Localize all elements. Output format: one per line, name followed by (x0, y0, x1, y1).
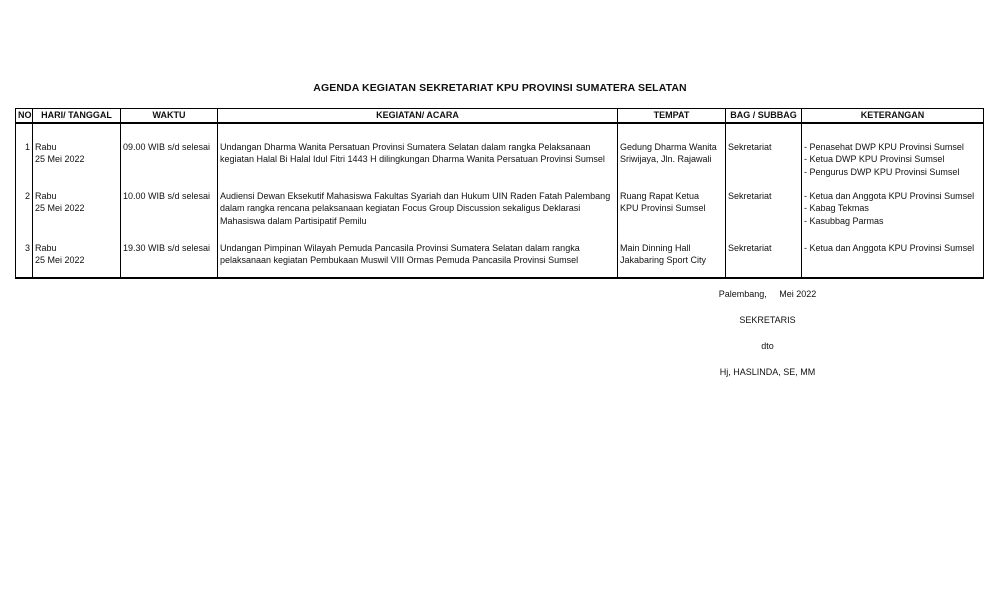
row-unit: Sekretariat (726, 185, 802, 237)
activity-line: Mahasiswa dalam Partisipatif Pemilu (220, 215, 367, 226)
note-item: - Ketua dan Anggota KPU Provinsi Sumsel (804, 190, 975, 201)
row-activity (218, 185, 618, 237)
note-item: - Ketua DWP KPU Provinsi Sumsel (804, 154, 945, 164)
row-day: Rabu (35, 141, 57, 152)
col-header-time: WAKTU (121, 109, 218, 123)
row-number: 1 (16, 123, 33, 185)
place-line: Main Dinning Hall (620, 242, 691, 253)
row-activity (218, 237, 618, 278)
row-date (33, 123, 121, 185)
row-date (33, 237, 121, 278)
place-line: Gedung Dharma Wanita (620, 141, 717, 152)
row-time: 19.30 WIB s/d selesai (121, 237, 218, 278)
note-item: - Kasubbag Parmas (804, 215, 884, 226)
row-day: Rabu (35, 190, 57, 201)
col-header-date: HARI/ TANGGAL (33, 109, 121, 123)
place-line: Jakabaring Sport City (620, 255, 707, 265)
col-header-notes: KETERANGAN (802, 109, 984, 123)
table-row (16, 185, 984, 237)
col-header-place: TEMPAT (618, 109, 726, 123)
row-date-text: 25 Mei 2022 (35, 154, 85, 164)
activity-line: pelaksanaan kegiatan Pembukaan Muswil VIII Ormas Pemuda Pancasila Provinsi Sumsel (220, 255, 579, 265)
row-notes (802, 237, 984, 278)
row-time: 10.00 WIB s/d selesai (121, 185, 218, 237)
row-date (33, 185, 121, 237)
row-unit: Sekretariat (726, 237, 802, 278)
place-line: Ruang Rapat Ketua (620, 190, 700, 201)
row-time: 09.00 WIB s/d selesai (121, 123, 218, 185)
signature-role: SEKRETARIS (739, 315, 796, 325)
note-item: - Pengurus DWP KPU Provinsi Sumsel (804, 166, 960, 177)
col-header-unit: BAG / SUBBAG (726, 109, 802, 123)
row-notes (802, 185, 984, 237)
place-line: Sriwijaya, Jln. Rajawali (620, 154, 712, 164)
activity-line: kegiatan Halal Bi Halal Idul Fitri 1443 H dilingkungan Dharma Wanita Persatuan Provinsi Sumsel (220, 154, 605, 164)
col-header-no: NO (16, 109, 33, 123)
row-place (618, 123, 726, 185)
activity-line: Undangan Pimpinan Wilayah Pemuda Pancasila Provinsi Sumatera Selatan dalam rangka (220, 242, 580, 253)
row-activity (218, 123, 618, 185)
row-place (618, 237, 726, 278)
col-header-activity: KEGIATAN/ ACARA (218, 109, 618, 123)
agenda-table (15, 108, 984, 279)
activity-line: Audiensi Dewan Eksekutif Mahasiswa Fakultas Syariah dan Hukum UIN Raden Fatah Palembang (220, 190, 611, 201)
document-title: AGENDA KEGIATAN SEKRETARIAT KPU PROVINSI SUMATERA SELATAN (313, 82, 687, 94)
activity-line: Undangan Dharma Wanita Persatuan Provinsi Sumatera Selatan dalam rangka Pelaksanaan (220, 141, 591, 152)
table-header-row (16, 109, 984, 123)
row-date-text: 25 Mei 2022 (35, 203, 85, 213)
table-row (16, 237, 984, 278)
note-item: - Kabag Tekmas (804, 203, 869, 213)
row-date-text: 25 Mei 2022 (35, 255, 85, 265)
row-notes (802, 123, 984, 185)
table-row (16, 123, 984, 185)
signature-name: Hj, HASLINDA, SE, MM (719, 367, 816, 377)
place-line: KPU Provinsi Sumsel (620, 203, 706, 213)
row-day: Rabu (35, 242, 57, 253)
row-place (618, 185, 726, 237)
row-number: 2 (16, 185, 33, 237)
note-item: - Ketua dan Anggota KPU Provinsi Sumsel (804, 242, 975, 253)
row-unit: Sekretariat (726, 123, 802, 185)
note-item: - Penasehat DWP KPU Provinsi Sumsel (804, 141, 964, 152)
signature-dto: dto (761, 341, 774, 351)
signature-place-date: Palembang, Mei 2022 (718, 289, 817, 299)
activity-line: dalam rangka rencana pelaksanaan kegiatan Focus Group Discussion sekaligus Deklarasi (220, 203, 581, 213)
row-number: 3 (16, 237, 33, 278)
